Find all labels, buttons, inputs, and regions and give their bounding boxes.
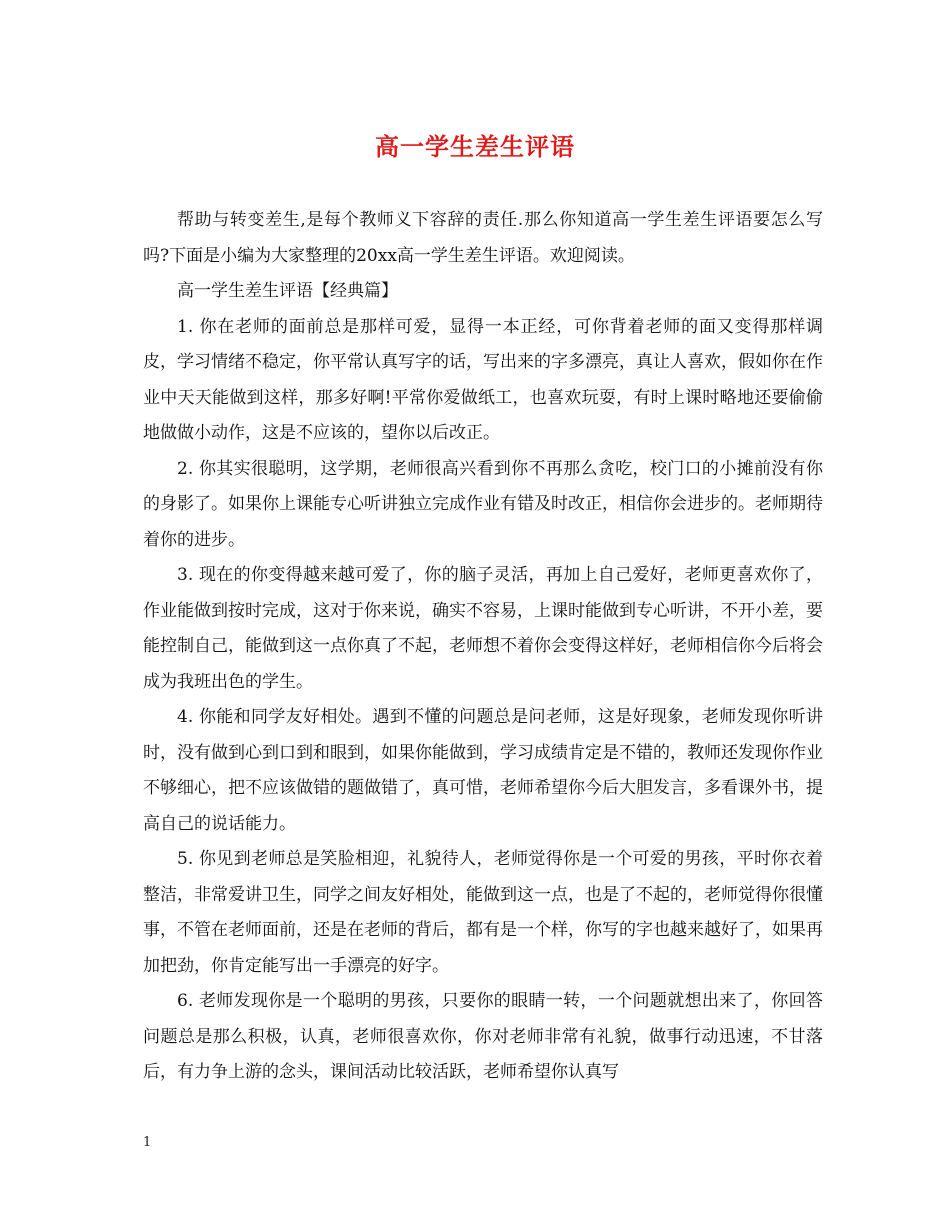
page-number: 1 xyxy=(143,1135,152,1150)
document-title: 高一学生差生评语 xyxy=(375,132,575,161)
comment-paragraph-5: 5. 你见到老师总是笑脸相迎，礼貌待人，老师觉得你是一个可爱的男孩，平时你衣着整洁，非常爱讲卫生，同学之间友好相处，能做到这一点，也是了不起的，老师觉得你很懂事，不管在老师面前，还是在老师的背后，都有是一个样，你写的字也越来越好了，如果再加把劲，你肯定能写出一手漂亮的好字。 xyxy=(143,849,823,976)
intro-paragraph: 帮助与转变差生,是每个教师义下容辞的责任.那么你知道高一学生差生评语要怎么写吗?下面是小编为大家整理的20xx高一学生差生评语。欢迎阅读。 xyxy=(143,210,823,266)
comment-paragraph-6: 6. 老师发现你是一个聪明的男孩，只要你的眼睛一转，一个问题就想出来了，你回答问题总是那么积极，认真，老师很喜欢你，你对老师非常有礼貌，做事行动迅速，不甘落后，有力争上游的念头，课间活动比较活跃，老师希望你认真写 xyxy=(143,991,823,1082)
comment-paragraph-1: 1. 你在老师的面前总是那样可爱，显得一本正经，可你背着老师的面又变得那样调皮，学习情绪不稳定，你平常认真写字的话，写出来的字多漂亮，真让人喜欢，假如你在作业中天天能做到这样，那多好啊!平常你爱做纸工，也喜欢玩耍，有时上课时略地还要偷偷地做做小动作，这是不应该的，望你以后改正。 xyxy=(143,316,823,443)
comment-paragraph-3: 3. 现在的你变得越来越可爱了，你的脑子灵活，再加上自己爱好，老师更喜欢你了，作业能做到按时完成，这对于你来说，确实不容易，上课时能做到专心听讲，不开小差，要能控制自己，能做到这一点你真了不起，老师想不着你会变得这样好，老师相信你今后将会成为我班出色的学生。 xyxy=(143,565,823,692)
comment-paragraph-4: 4. 你能和同学友好相处。遇到不懂的问题总是问老师，这是好现象，老师发现你听讲时，没有做到心到口到和眼到，如果你能做到，学习成绩肯定是不错的，教师还发现你作业不够细心，把不应该做错的题做错了，真可惜，老师希望你今后大胆发言，多看课外书，提高自己的说话能力。 xyxy=(143,707,823,834)
document-body xyxy=(143,203,823,1091)
section-heading: 高一学生差生评语【经典篇】 xyxy=(177,281,398,301)
comment-paragraph-2: 2. 你其实很聪明，这学期，老师很高兴看到你不再那么贪吃，校门口的小摊前没有你的身影了。如果你上课能专心听讲独立完成作业有错及时改正，相信你会进步的。老师期待着你的进步。 xyxy=(143,458,823,550)
